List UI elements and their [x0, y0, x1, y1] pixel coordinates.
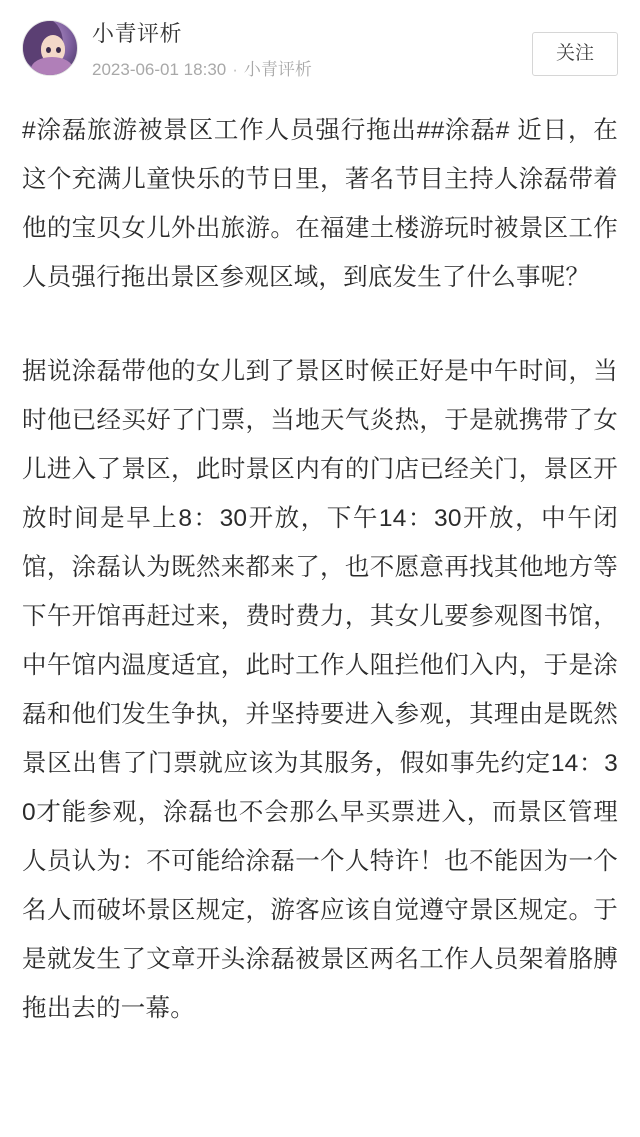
publish-timestamp: 2023-06-01 18:30: [92, 60, 227, 79]
article-source: 小青评析: [243, 60, 312, 79]
author-meta: [92, 18, 532, 82]
avatar-body: [31, 57, 73, 76]
avatar-eye-right: [56, 47, 61, 53]
article-header: [22, 0, 618, 86]
meta-separator: ·: [232, 60, 238, 79]
article-body: [22, 106, 618, 1033]
avatar-eye-left: [46, 47, 51, 53]
avatar[interactable]: [22, 20, 78, 76]
article-paragraph: 据说涂磊带他的女儿到了景区时候正好是中午时间，当时他已经买好了门票，当地天气炎热，于是就携带了女儿进入了景区，此时景区内有的门店已经关门，景区开放时间是早上8：30开放，下午14：30开放，中午闭馆，涂磊认为既然来都来了，也不愿意再找其他地方等下午开馆再赶过来，费时费力，其女儿要参观图书馆，中午馆内温度适宜，此时工作人阻拦他们入内，于是涂磊和他们发生争执，并坚持要进入参观，其理由是既然景区出售了门票就应该为其服务，假如事先约定14：30才能参观，涂磊也不会那么早买票进入，而景区管理人员认为：不可能给涂磊一个人特许！也不能因为一个名人而破坏景区规定，游客应该自觉遵守景区规定。于是就发生了文章开头涂磊被景区两名工作人员架着胳膊拖出去的一幕。: [22, 358, 618, 1022]
follow-button[interactable]: 关注: [532, 32, 618, 76]
author-name[interactable]: 小青评析: [92, 21, 183, 46]
article-meta-line: [92, 58, 532, 82]
article-paragraph: #涂磊旅游被景区工作人员强行拖出##涂磊# 近日，在这个充满儿童快乐的节日里，著名节目主持人涂磊带着他的宝贝女儿外出旅游。在福建土楼游玩时被景区工作人员强行拖出景区参观区域，到底发生了什么事呢？: [22, 117, 618, 291]
